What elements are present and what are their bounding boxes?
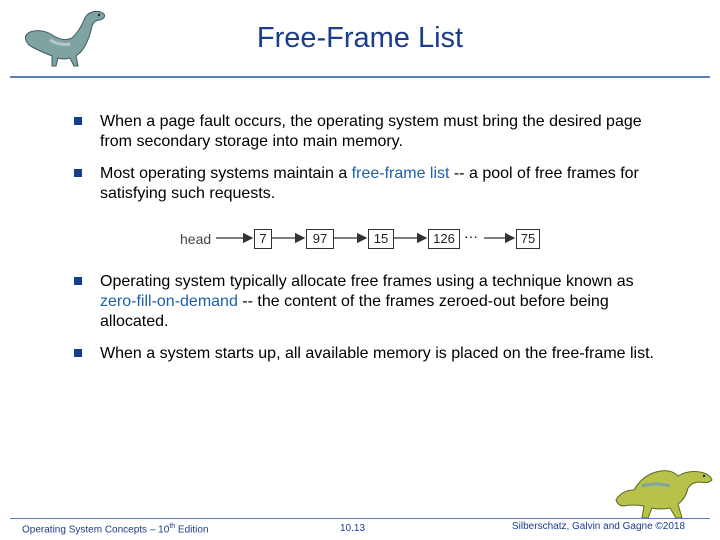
bullet-square-icon: [74, 169, 82, 177]
bullet-page-fault: [74, 112, 674, 152]
arrows-layer: [176, 226, 546, 252]
term-free-frame-list: free-frame list: [351, 165, 450, 182]
bullet-zero-fill: [74, 272, 674, 332]
head-label: head: [180, 231, 212, 247]
bullet-text-before: Most operating systems maintain a: [100, 165, 352, 182]
footer-book-title-text: Operating System Concepts – 10: [22, 524, 170, 536]
footer-book-title: [22, 523, 209, 535]
bullet-square-icon: [74, 277, 82, 285]
bullet-text-after: -- the content of the frames zeroed-out before being allocated.: [100, 293, 609, 330]
bullet-text: When a system starts up, all available memory is placed on the free-frame list.: [100, 345, 654, 362]
frame-box: 75: [516, 229, 540, 249]
frame-box: 97: [306, 229, 334, 249]
slide-number: 10.13: [340, 523, 366, 534]
bullet-text: When a page fault occurs, the operating system must bring the desired page from secondary storage into main memory.: [100, 113, 642, 150]
title-divider: [10, 76, 710, 78]
bullet-text-before: Operating system typically allocate free frames using a technique known as: [100, 273, 634, 290]
dinosaur-logo-icon: [612, 460, 716, 524]
footer-divider: [10, 518, 710, 519]
frame-box: 7: [254, 229, 272, 249]
page-title: Free-Frame List: [256, 22, 464, 54]
ellipsis: ···: [464, 228, 478, 244]
footer-authors: Silberschatz, Galvin and Gagne ©2018: [512, 521, 686, 532]
frame-box: 15: [368, 229, 394, 249]
bullet-square-icon: [74, 349, 82, 357]
bullet-system-startup: [74, 344, 674, 364]
frame-box: 126: [428, 229, 460, 249]
bullet-text-after: -- a pool of free frames for satisfying such requests.: [100, 165, 639, 202]
bullet-free-frame-list: [74, 164, 674, 204]
footer-edition-text: Edition: [175, 524, 209, 536]
free-frame-list-diagram: [176, 226, 546, 252]
footer-superscript: th: [169, 523, 176, 530]
term-zero-fill-on-demand: zero-fill-on-demand: [100, 293, 238, 310]
bullet-square-icon: [74, 117, 82, 125]
